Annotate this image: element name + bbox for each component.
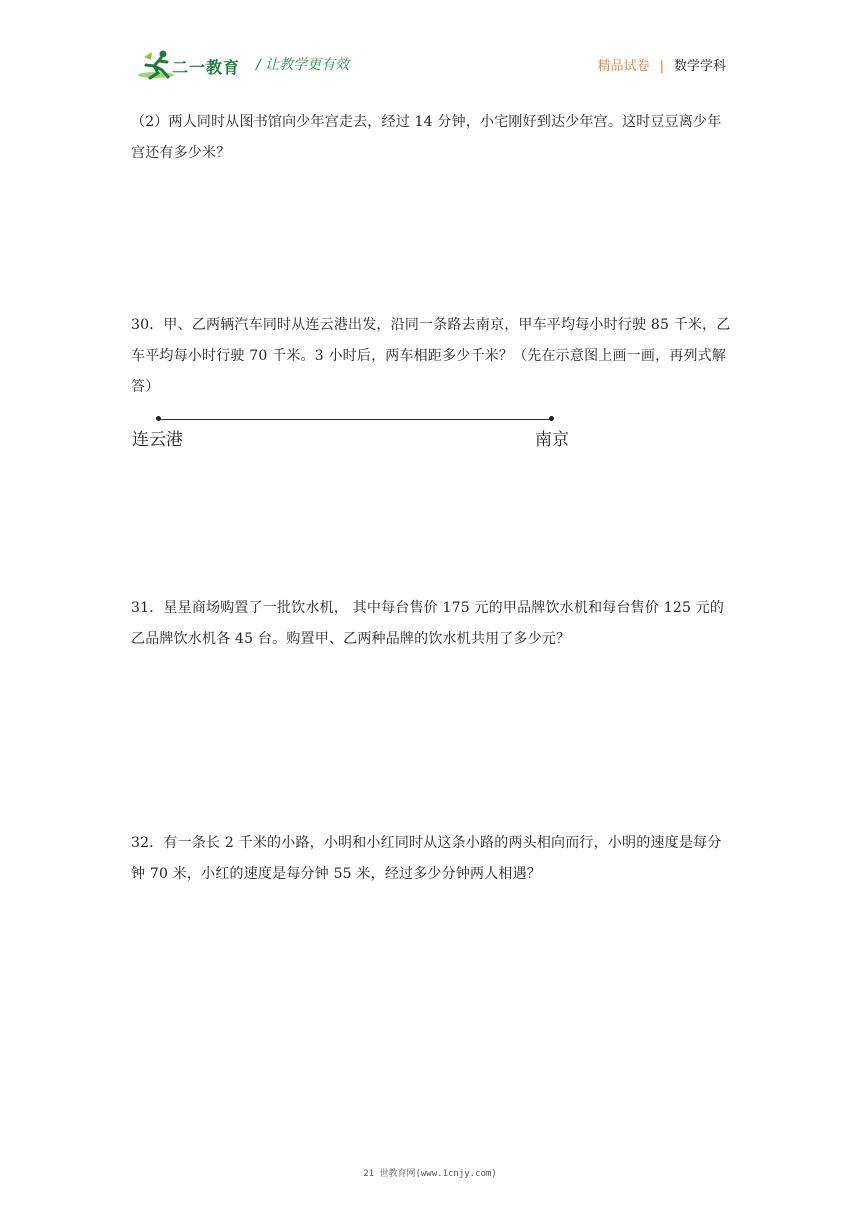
- brand-name: 二一教育: [172, 58, 241, 77]
- header-subject: 数学学科: [673, 59, 726, 74]
- question-31: 31．星星商场购置了一批饮水机， 其中每台售价 175 元的甲品牌饮水机和每台售价 125 元的乙品牌饮水机各 45 台。购置甲、乙两种品牌的饮水机共用了多少元？: [131, 600, 725, 647]
- question-29-part-2: （2）两人同时从图书馆向少年宫走去，经过 14 分钟，小宅刚好到达少年宫。这时豆豆离少年宫还有多少米？: [131, 114, 722, 161]
- start-point: [156, 416, 161, 421]
- start-label: 连云港: [132, 430, 183, 450]
- brand-slogan: / 让教学更有效: [256, 57, 350, 73]
- header-separator: |: [659, 59, 664, 74]
- page-footer: 21 世教育网(www.1cnjy.com): [363, 1169, 497, 1179]
- question-30: 30．甲、乙两辆汽车同时从连云港出发，沿同一条路去南京，甲车平均每小时行驶 85 千米，乙车平均每小时行驶 70 千米。3 小时后，两车相距多少千米？（先在示意图上画一画，再列式解答）: [131, 317, 731, 395]
- header-tag: 精品试卷: [597, 59, 650, 74]
- question-32: 32．有一条长 2 千米的小路，小明和小红同时从这条小路的两头相向而行，小明的速度是每分钟 70 米，小红的速度是每分钟 55 米，经过多少分钟两人相遇？: [131, 835, 722, 882]
- end-point: [549, 416, 554, 421]
- route-line: [158, 419, 552, 420]
- header-right: [598, 55, 726, 74]
- end-label: 南京: [535, 430, 569, 450]
- route-diagram: [130, 412, 590, 452]
- page-header: [0, 0, 860, 96]
